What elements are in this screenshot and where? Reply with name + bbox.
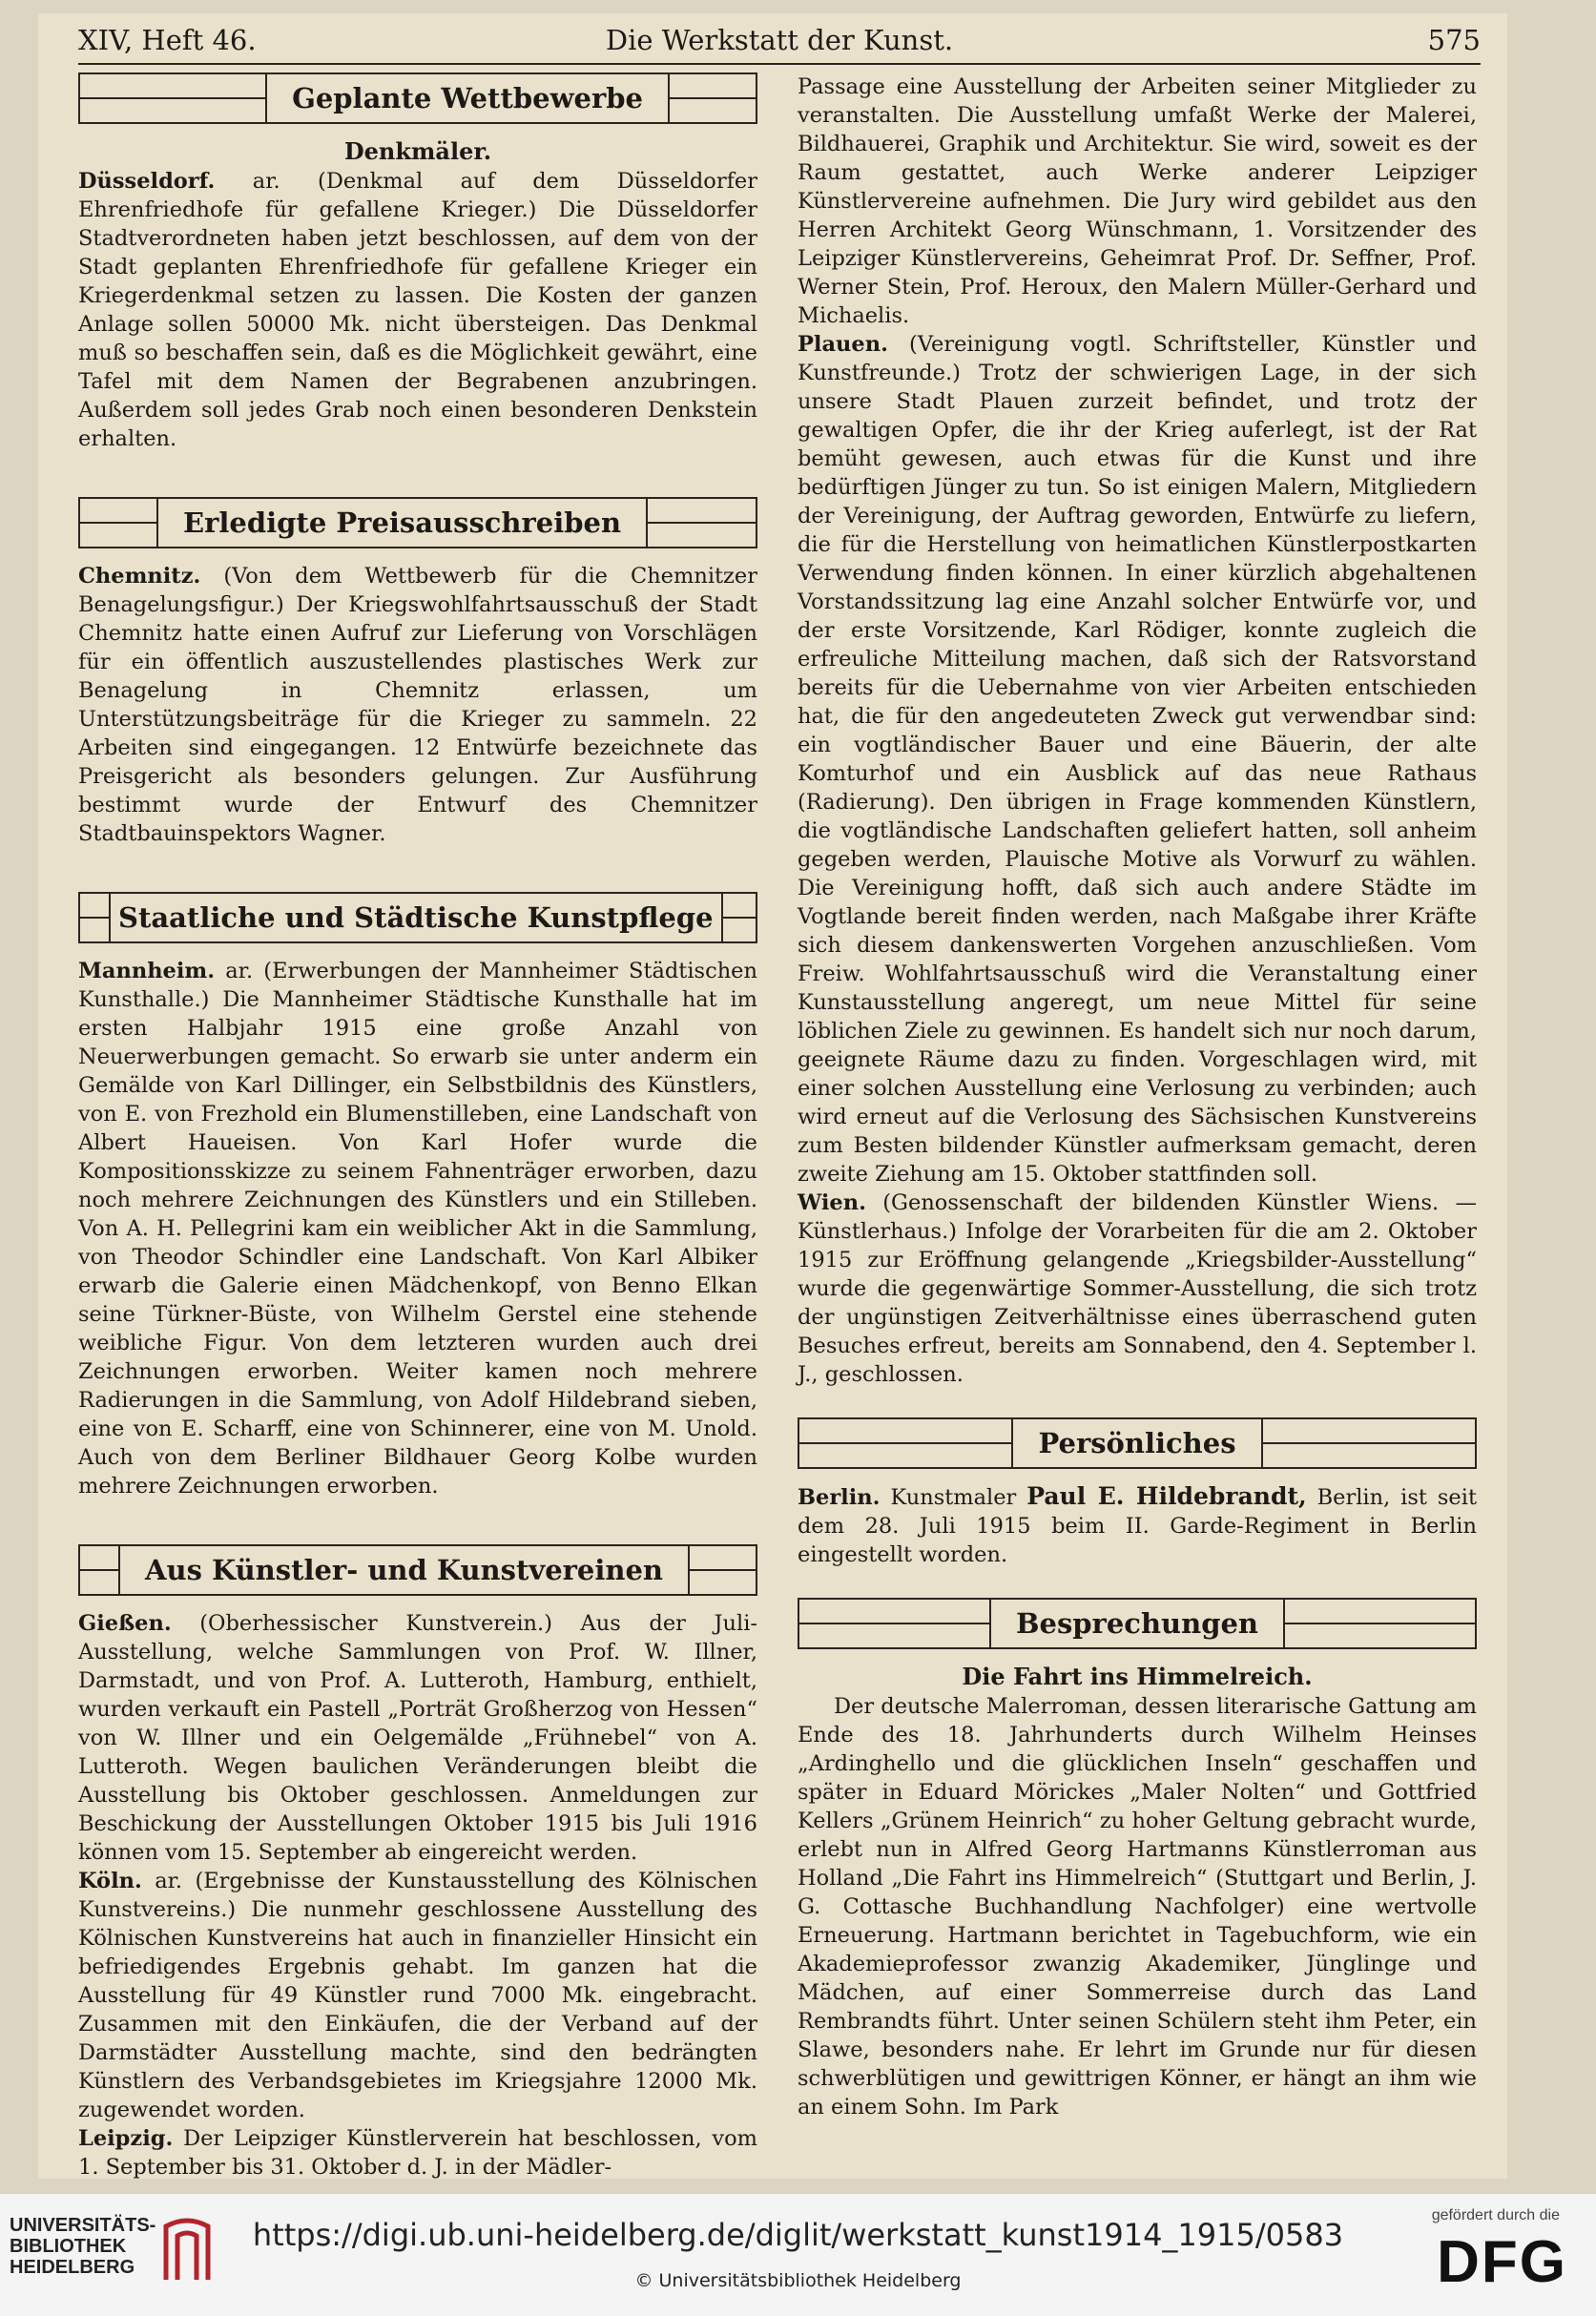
section-title: Erledigte Preisausschreiben [156,499,648,547]
running-header [78,21,1481,59]
article-text: (Genossenschaft der bildenden Künstler Wiens. — Künstlerhaus.) Infolge der Vorarbeiten für die am 2. Oktober 1915 zur Eröffnung gelangende „Kriegsbilder-Ausstellung“ wurde die gegenwärtige Sommer-Ausstellung, die sich trotz der ungünstigen Zeitverhältnisse eines überraschend guten Besuches erfreut, bereits am Sonnabend, den 4. September l. J., geschlossen. [798,1190,1477,1387]
dateline: Köln. [78,1869,142,1893]
heading-rule [670,97,756,99]
article-text: Berlin, ist seit dem 28. Juli 1915 beim II. Garde-Regiment in Berlin eingestellt worden. [798,1485,1477,1567]
section-heading-persoenliches [798,1417,1477,1469]
person-name: Paul E. Hildebrandt, [1026,1482,1307,1510]
article-text: Kunstmaler [890,1485,1017,1510]
journal-title: Die Werkstatt der Kunst. [605,24,954,56]
permalink-url[interactable]: https://digi.ub.uni-heidelberg.de/diglit/werkstatt_kunst1914_1915/0583 [252,2217,1344,2253]
heading-rule [799,1442,1011,1444]
heading-rule [80,917,109,919]
section-heading-geplante-wettbewerbe [78,72,757,124]
header-rule [78,63,1481,65]
article-paragraph [78,562,757,848]
article-paragraph [78,1867,757,2124]
dateline: Berlin. [798,1485,881,1510]
funding-note: gefördert durch die [1431,2207,1560,2223]
subheading: Die Fahrt ins Himmelreich. [962,1663,1313,1690]
section-heading-kunstvereine [78,1544,757,1596]
article-paragraph [78,2124,757,2182]
section-title: Aus Künstler- und Kunstvereinen [118,1546,690,1594]
library-name: HEIDELBERG [10,2257,135,2278]
dateline: Wien. [798,1190,866,1215]
article-paragraph [78,1609,757,1867]
dateline: Chemnitz. [78,564,201,589]
article-paragraph [78,957,757,1500]
article-text: (Oberhessischer Kunstverein.) Aus der Juli-Ausstellung, welche Sammlungen von Prof. W. Illner, Darmstadt, und von Prof. A. Lutteroth, Hamburg, enthielt, wurden verkauft ein Pastell „Porträt Großherzog von Hessen“ von W. Illner und ein Oelgemälde „Frühnebel“ von A. Lutteroth. Wegen baulichen Veränderungen bleibt die Ausstellung bis Oktober geschlossen. Anmeldungen zur Beschickung der Ausstellungen Oktober 1915 bis Juli 1916 können vom 15. September ab eingereicht werden. [78,1611,757,1865]
dateline: Leipzig. [78,2126,174,2151]
left-column [78,72,757,2182]
article-text: (Vereinigung vogtl. Schriftsteller, Künstler und Kunstfreunde.) Trotz der schwierigen Lage, in der sich unsere Stadt Plauen zurzeit befindet, und trotz der gewaltigen Opfer, die ihr der Krieg auferlegt, ist der Rat bemüht gewesen, auch etwas für die Kunst und ihre bedürftigen Jünger zu tun. So ist einigen Malern, Mitgliedern der Vereinigung, der Auftrag geworden, Entwürfe zu liefern, die für die Herstellung von heimatlichen Künstlerpostkarten Verwendung finden können. In einer kürzlich abgehaltenen Vorstandssitzung lag eine Anzahl solcher Entwürfe vor, und der erste Vorsitzende, Karl Rödiger, konnte zugleich die erfreuliche Mitteilung machen, daß sich der Ratsvorstand bereits für die Uebernahme von vier Arbeiten entschieden hat, die für den angedeuteten Zweck gut verwendbar sind: ein vogtländischer Bauer und eine Bäuerin, der alte Komturhof und ein Ausblick auf das neue Rathaus (Radierung). Den übrigen in Frage kommenden Künstlern, die vogtländische Landschaften geliefert hatten, soll anheim gegeben werden, Plauische Motive als Vorwurf zu wählen. Die Vereinigung hofft, daß sich auch andere Städte im Vogtlande bereit finden werden, nach Maßgabe ihrer Kräfte sich diesem dankenswerten Vorgehen anzuschließen. Vom Freiw. Wohlfahrtsausschuß wird die Veranstaltung einer Kunstausstellung angeregt, um neue Mittel für seine löblichen Ziele zu gewinnen. Es handelt sich nur noch darum, geeignete Räume dazu zu finden. Vorgeschlagen wird, mit einer solchen Ausstellung eine Verlosung zu verbinden; auch wird erneut auf die Verlosung des Sächsischen Kunstvereins zum Besten bildender Künstler aufmerksam gemacht, deren zweite Ziehung am 15. Oktober stattfinden soll. [798,332,1477,1187]
article-text: ar. (Erwerbungen der Mannheimer Städtischen Kunsthalle.) Die Mannheimer Städtische Kunsthalle hat im ersten Halbjahr 1915 eine große Anzahl von Neuerwerbungen gemacht. So erwarb sie unter anderm ein Gemälde von Karl Dillinger, ein Selbstbildnis des Künstlers, von E. von Frezhold ein Blumenstilleben, eine Landschaft von Albert Haueisen. Von Karl Hofer wurde die Kompositionsskizze zu seinem Fahnenträger erworben, dazu noch mehrere Zeichnungen des Künstlers und ein Stilleben. Von A. H. Pellegrini kam ein weiblicher Akt in die Sammlung, von Theodor Schindler eine Landschaft. Von Karl Albiker erwarb die Galerie einen Mädchenkopf, von Benno Elkan seine Türkner-Büste, von Wilhelm Gerstel eine stehende weibliche Figur. Von dem letzteren wurden auch drei Zeichnungen erworben. Weiter kamen noch mehrere Radierungen in die Sammlung, von Adolf Hildebrand sieben, eine von E. Scharff, eine von Schinnerer, eine von M. Unold. Auch von dem Berliner Bildhauer Georg Kolbe wurden mehrere Zeichnungen erworben. [78,959,757,1499]
article-text: ar. (Ergebnisse der Kunstausstellung des Kölnischen Kunstvereins.) Die nunmehr geschlossene Ausstellung des Kölnischen Kunstvereins hat auch in finanzieller Hinsicht ein befriedigendes Ergebnis gehabt. Im ganzen hat die Ausstellung für 49 Künstler rund 7000 Mk. eingebracht. Zusammen mit den Einkäufen, die der Verband auf der Darmstädter Ausstellung machte, sind den bedrängten Künstlern des Verbandsgebietes im Kriegsjahre 12000 Mk. zugewendet worden. [78,1869,757,2122]
article-text: Der Leipziger Künstlerverein hat beschlossen, vom 1. September bis 31. Oktober d. J. in der Mädler- [78,2126,757,2180]
article-text: ar. (Denkmal auf dem Düsseldorfer Ehrenfriedhofe für gefallene Krieger.) Die Düsseldorfer Stadtverordneten haben jetzt beschlossen, auf dem von der Stadt geplanten Ehrenfriedhofe für gefallene Krieger ein Kriegerdenkmal setzen zu lassen. Die Kosten der ganzen Anlage sollen 50000 Mk. nicht übersteigen. Das Denkmal muß so beschaffen sein, daß es die Möglichkeit gewährt, eine Tafel mit dem Namen der Begrabenen anzubringen. Außerdem soll jedes Grab noch einen besonderen Denkstein erhalten. [78,169,757,451]
heading-rule [1263,1442,1475,1444]
heading-rule [1285,1623,1475,1624]
page-number: 575 [1427,24,1481,56]
dateline: Düsseldorf. [78,169,216,194]
section-heading-besprechungen [798,1598,1477,1649]
library-name: UNIVERSITÄTS- [10,2215,156,2236]
subheading: Denkmäler. [343,137,492,165]
heading-rule [648,522,756,524]
library-name: BIBLIOTHEK [10,2236,127,2257]
section-title: Persönliches [1011,1419,1262,1467]
article-paragraph [78,167,757,453]
heading-rule [723,917,756,919]
dateline: Plauen. [798,332,888,357]
section-title: Geplante Wettbewerbe [265,74,670,122]
section-title: Staatliche und Städtische Kunstpflege [109,894,723,941]
article-text: (Von dem Wettbewerb für die Chemnitzer Benagelungsfigur.) Der Kriegswohlfahrtsausschuß der Stadt Chemnitz hatte einen Aufruf zur Lieferung von Vorschlägen für ein öffentlich auszustellendes plastisches Werk zur Benagelung in Chemnitz erlassen, um Unterstützungsbeiträge für die Krieger zu sammeln. 22 Arbeiten sind eingegangen. 12 Entwürfe bezeichnete das Preisgericht als besonders gelungen. Zur Ausführung bestimmt wurde der Entwurf des Chemnitzer Stadtbauinspektors Wagner. [78,564,757,846]
heading-rule [80,97,265,99]
heading-rule [799,1623,989,1624]
article-paragraph [798,330,1477,1189]
dateline: Mannheim. [78,959,216,983]
article-paragraph: Passage eine Ausstellung der Arbeiten seiner Mitglieder zu veranstalten. Die Ausstellung umfaßt Werke der Malerei, Bildhauerei, Graphik und Architektur. Sie wird, soweit es der Raum gestattet, auch Werke anderer Leipziger Künstlervereine aufnehmen. Die Jury wird gebildet aus den Herren Architekt Georg Wünschmann, 1. Vorsitzender des Leipziger Künstlervereins, Geheimrat Prof. Dr. Seffner, Prof. Werner Stein, Prof. Heroux, den Malern Müller-Gerhard und Michaelis. [798,74,1477,328]
section-heading-erledigte-preisausschreiben [78,497,757,548]
heading-rule [80,522,156,524]
article-paragraph [798,1189,1477,1389]
viewer-footer [0,2194,1596,2316]
section-heading-kunstpflege [78,892,757,943]
article-paragraph: Der deutsche Malerroman, dessen literarische Gattung am Ende des 18. Jahrhunderts durch Wilhelm Heinses „Ardinghello und die glücklichen Inseln“ geschaffen und später in Eduard Mörickes „Maler Nolten“ und Gottfried Kellers „Grünem Heinrich“ zu hoher Geltung gebracht wurde, erlebt nun in Alfred Georg Hartmanns Künstlerroman aus Holland „Die Fahrt ins Himmelreich“ (Stuttgart und Berlin, J. G. Cottasche Buchhandlung Nachfolger) eine wertvolle Erneuerung. Hartmann berichtet in Tagebuchform, wie ein Akademieprofessor zwanzig Akademiker, Jünglinge und Mädchen, auf einer Sommerreise durch das Land Rembrandts führt. Unter seinen Schülern steht ihm Peter, ein Slawe, besonders nahe. Er lehrt im Grunde nur für diesen schwerblütigen und gewittrigen Könner, er hängt an ihm wie an einem Sohn. Im Park [798,1694,1477,2120]
dfg-logo[interactable]: DFG [1437,2229,1567,2295]
copyright-notice: © Universitätsbibliothek Heidelberg [634,2270,962,2291]
heading-rule [80,1569,118,1571]
issue-label: XIV, Heft 46. [78,24,257,56]
article-paragraph [798,1482,1477,1569]
dateline: Gießen. [78,1611,172,1636]
heading-rule [690,1569,756,1571]
section-title: Besprechungen [989,1600,1285,1647]
right-column [798,72,1477,2121]
